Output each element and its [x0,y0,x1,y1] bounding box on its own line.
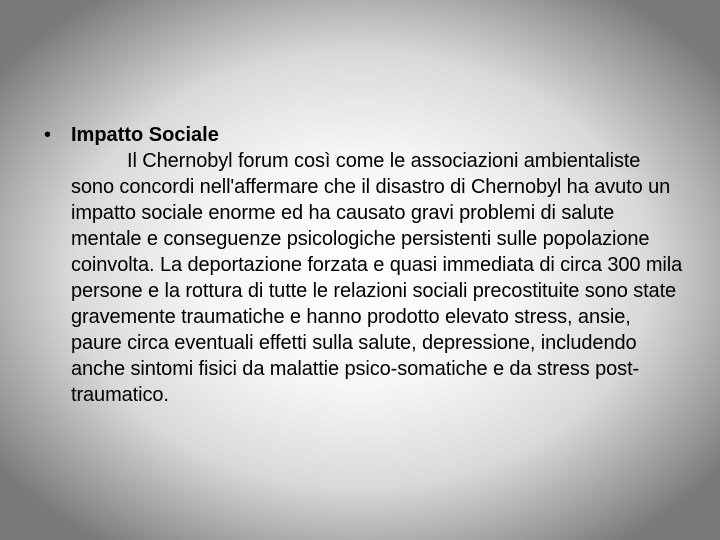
bullet-paragraph: Il Chernobyl forum così come le associazioni ambientaliste sono concordi nell'affermare che il disastro di Chernobyl ha avuto un impatto sociale enorme ed ha causato gravi problemi di salute mentale e conseguenze psicologiche persistenti sulle popolazione coinvolta. La deportazione forzata e quasi immediata di circa 300 mila persone e la rottura di tutte le relazioni sociali precostituite sono state gravemente traumatiche e hanno prodotto elevato stress, ansie, paure circa eventuali effetti sulla salute, depressione, includendo anche sintomi fisici da malattie psico-somatiche e da stress post-traumatico. [71,150,683,406]
bullet-icon: • [44,124,52,146]
bullet-block [44,122,694,408]
bullet-heading: Impatto Sociale [71,124,219,146]
bullet-row [44,122,694,148]
